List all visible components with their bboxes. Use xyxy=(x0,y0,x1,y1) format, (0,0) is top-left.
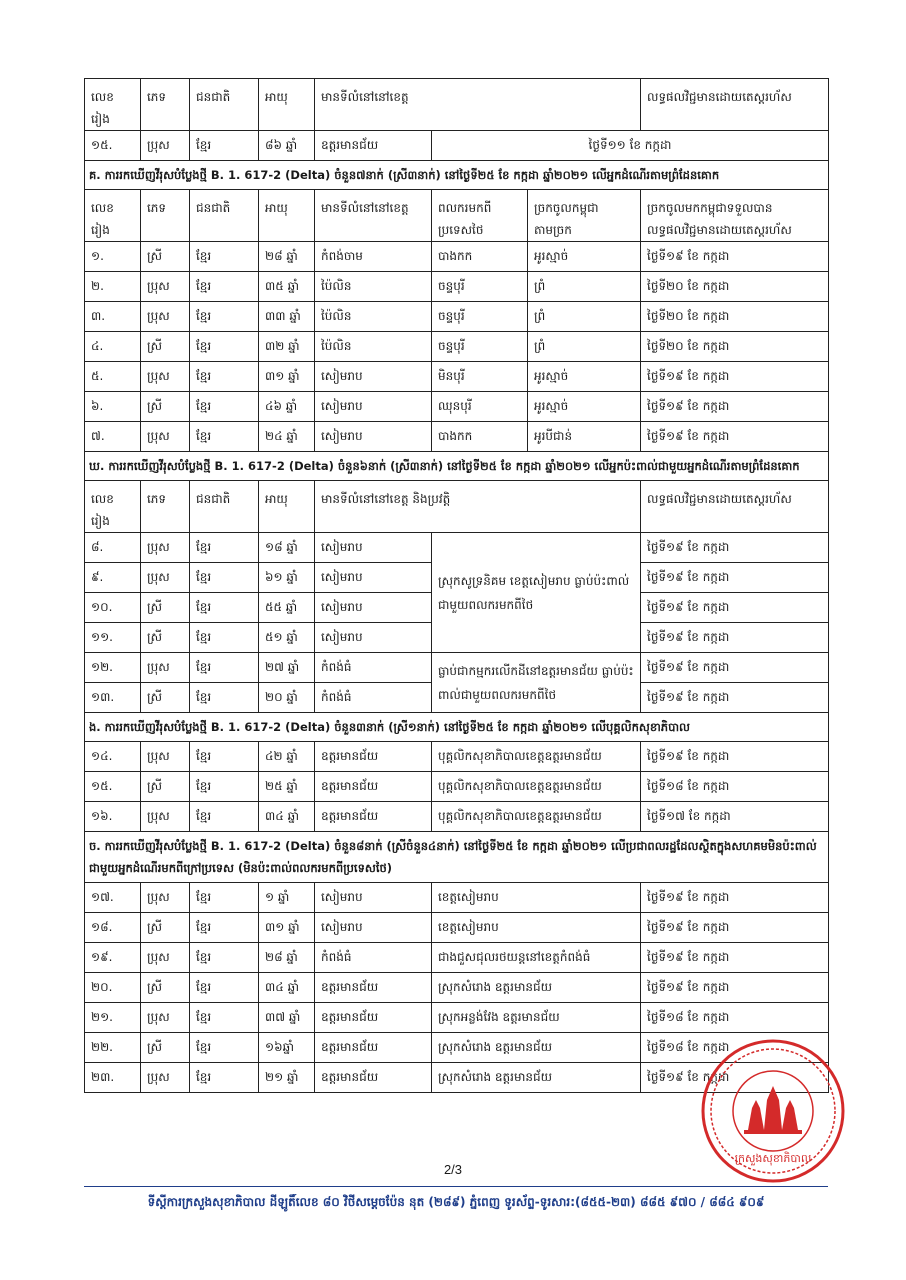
table-cell: ថ្ងៃទី២០ ខែ កក្កដា xyxy=(641,302,829,332)
table-row xyxy=(85,772,829,802)
table-cell: ប្រុស xyxy=(141,131,190,161)
table-cell: ១. xyxy=(85,242,141,272)
table-cell: ប្រុស xyxy=(141,653,190,683)
table-cell: ស្រុកសំរោង ឧត្តរមានជ័យ xyxy=(432,973,641,1003)
table-cell: ឈុនបុរី xyxy=(432,392,528,422)
table-cell: ៦. xyxy=(85,392,141,422)
table-cell: ឧត្តរមានជ័យ xyxy=(315,1033,432,1063)
table-cell: ថ្ងៃទី១៩ ខែ កក្កដា xyxy=(641,913,829,943)
column-header: ភេទ xyxy=(141,79,190,131)
table-cell: ប្រុស xyxy=(141,272,190,302)
table-cell: ថ្ងៃទី១៨ ខែ កក្កដា xyxy=(641,1033,829,1063)
table-cell: ៤. xyxy=(85,332,141,362)
table-cell: ស្រី xyxy=(141,623,190,653)
table-cell: ថ្ងៃទី១៩ ខែ កក្កដា xyxy=(641,973,829,1003)
table-cell: ប្រុស xyxy=(141,533,190,563)
table-cell: ២៨ ឆ្នាំ xyxy=(259,943,315,973)
table-cell: ២១ ឆ្នាំ xyxy=(259,1063,315,1093)
table-cell: ៨. xyxy=(85,533,141,563)
table-cell: ១៦ឆ្នាំ xyxy=(259,1033,315,1063)
page-number: 2/3 xyxy=(443,1162,463,1177)
table-cell: ថ្ងៃទី១៩ ខែ កក្កដា xyxy=(641,563,829,593)
table-cell: ថ្ងៃទី១៩ ខែ កក្កដា xyxy=(641,742,829,772)
table-cell: អូរស្មាច់ xyxy=(528,362,641,392)
table-cell: ប្រុស xyxy=(141,422,190,452)
header-row xyxy=(85,190,829,242)
table-cell: ប៉ៃលិន xyxy=(315,272,432,302)
column-header: ភេទ xyxy=(141,190,190,242)
table-cell: សៀមរាប xyxy=(315,623,432,653)
column-header: មានទីលំនៅនៅខេត្ត xyxy=(315,190,432,242)
table-cell: ខ្មែរ xyxy=(190,943,259,973)
table-cell: ១១. xyxy=(85,623,141,653)
table-row xyxy=(85,802,829,832)
table-cell: ប្រុស xyxy=(141,563,190,593)
table-cell: ២០. xyxy=(85,973,141,1003)
table-cell: ខ្មែរ xyxy=(190,913,259,943)
document-body xyxy=(84,78,828,1093)
table-cell: បុគ្គលិកសុខាភិបាលខេត្តឧត្តរមានជ័យ xyxy=(432,742,641,772)
table-cell: ឧត្តរមានជ័យ xyxy=(315,131,432,161)
table-cell: កំពង់ធំ xyxy=(315,943,432,973)
table-cell: ស្រី xyxy=(141,1033,190,1063)
table-cell: ៩. xyxy=(85,563,141,593)
table-cell: ស្រី xyxy=(141,973,190,1003)
table-cell: ប្រុស xyxy=(141,1003,190,1033)
table-cell: ខ្មែរ xyxy=(190,883,259,913)
table-cell: ១៨ ឆ្នាំ xyxy=(259,533,315,563)
table-cell: ៥. xyxy=(85,362,141,392)
table-cell: ១០. xyxy=(85,593,141,623)
table-cell: ព្រំ xyxy=(528,272,641,302)
table-cell: ២៤ ឆ្នាំ xyxy=(259,422,315,452)
table-cell: ថ្ងៃទី១៩ ខែ កក្កដា xyxy=(641,653,829,683)
table-cell: ថ្ងៃទី១៩ ខែ កក្កដា xyxy=(641,683,829,713)
table-cell: ស្រី xyxy=(141,332,190,362)
header-row xyxy=(85,79,829,131)
temple-icon xyxy=(744,1086,802,1134)
table-cell: ថ្ងៃទី១៩ ខែ កក្កដា xyxy=(641,533,829,563)
table-cell: ខ្មែរ xyxy=(190,563,259,593)
table-cell: ៣១ ឆ្នាំ xyxy=(259,913,315,943)
table-cell: ៣៣ ឆ្នាំ xyxy=(259,302,315,332)
table-cell: ស្រុកសំរោង ឧត្តរមានជ័យ xyxy=(432,1063,641,1093)
column-header: លទ្ធផលវិជ្ជមានដោយតេស្តរហ័ស xyxy=(641,481,829,533)
table-cell: ថ្ងៃទី១៩ ខែ កក្កដា xyxy=(641,593,829,623)
table-cell: ប៉ៃលិន xyxy=(315,332,432,362)
table-row xyxy=(85,973,829,1003)
section-title: គ. ការរកឃើញវីរុសបំប្លែងថ្មី B. 1. 617-2 (Delta) ចំនួន៧នាក់ (ស្រី៣នាក់) នៅថ្ងៃទី២៥ ខែ កក្កដា ឆ្នាំ២០២១ លើអ្នកដំណើរតាមព្រំដែនគោក xyxy=(85,161,829,190)
table-cell: ថ្ងៃទី១៩ ខែ កក្កដា xyxy=(641,943,829,973)
column-header: អាយុ xyxy=(259,190,315,242)
table-cell: ប្រុស xyxy=(141,943,190,973)
table-cell: ថ្ងៃទី១៩ ខែ កក្កដា xyxy=(641,422,829,452)
table-cell: ខ្មែរ xyxy=(190,973,259,1003)
history-cell: ធ្លាប់ជាកម្មករលើកដីនៅឧត្តរមានជ័យ ធ្លាប់ប៉ះពាល់ជាមួយពលករមកពីថៃ xyxy=(432,653,641,713)
table-cell: ជាងជួសជុលរថយន្តនៅខេត្តកំពង់ធំ xyxy=(432,943,641,973)
table-cell: ស្រី xyxy=(141,772,190,802)
table-cell: ប្រុស xyxy=(141,302,190,332)
table-cell: ៨៦ ឆ្នាំ xyxy=(259,131,315,161)
column-header: លេខ រៀង xyxy=(85,190,141,242)
footer-divider xyxy=(84,1186,828,1187)
column-header: លទ្ធផលវិជ្ជមានដោយតេស្តរហ័ស xyxy=(641,79,829,131)
table-cell: ខ្មែរ xyxy=(190,392,259,422)
table-cell: ឧត្តរមានជ័យ xyxy=(315,772,432,802)
table-row xyxy=(85,533,829,563)
table-cell: ៣៥ ឆ្នាំ xyxy=(259,272,315,302)
table-row xyxy=(85,913,829,943)
table-cell: ថ្ងៃទី១៧ ខែ កក្កដា xyxy=(641,802,829,832)
table-cell: ថ្ងៃទី២០ ខែ កក្កដា xyxy=(641,272,829,302)
table-cell: ឧត្តរមានជ័យ xyxy=(315,802,432,832)
table-cell: ១៩. xyxy=(85,943,141,973)
table-cell: ថ្ងៃទី១៩ ខែ កក្កដា xyxy=(641,362,829,392)
column-header: មានទីលំនៅនៅខេត្ត xyxy=(315,79,641,131)
table-cell: ១៦. xyxy=(85,802,141,832)
header-row xyxy=(85,481,829,533)
column-header: អាយុ xyxy=(259,79,315,131)
table-row xyxy=(85,272,829,302)
table-cell: ២៣. xyxy=(85,1063,141,1093)
table-cell: ខ្មែរ xyxy=(190,742,259,772)
table-cell: ១ ឆ្នាំ xyxy=(259,883,315,913)
table-row xyxy=(85,362,829,392)
table-cell: ប៉ៃលិន xyxy=(315,302,432,332)
angkor-seal-icon xyxy=(700,1038,846,1184)
table-row xyxy=(85,302,829,332)
column-header: លេខ រៀង xyxy=(85,481,141,533)
column-header: ជនជាតិ xyxy=(190,481,259,533)
table-cell: ឧត្តរមានជ័យ xyxy=(315,973,432,1003)
table-cell: ខ្មែរ xyxy=(190,1033,259,1063)
table-cell: ថ្ងៃទី១៨ ខែ កក្កដា xyxy=(641,772,829,802)
table-cell: ២៥ ឆ្នាំ xyxy=(259,772,315,802)
table-cell: បុគ្គលិកសុខាភិបាលខេត្តឧត្តរមានជ័យ xyxy=(432,802,641,832)
table-cell: ស្រី xyxy=(141,913,190,943)
table-cell: ៣. xyxy=(85,302,141,332)
section-title: ច. ការរកឃើញវីរុសបំប្លែងថ្មី B. 1. 617-2 (Delta) ចំនួន៨នាក់ (ស្រីចំនួន៤នាក់) នៅថ្ងៃទី២៥ ខែ កក្កដា ឆ្នាំ២០២១ លើប្រជាពលរដ្ឋដែលស្ថិតក្នុងសហគមមិនប៉ះពាល់ជាមួយអ្នកដំណើរមកពីក្រៅប្រទេស (មិនប៉ះពាល់ពលករមកពីប្រទេសថៃ) xyxy=(85,832,829,883)
table-cell: ១៥. xyxy=(85,772,141,802)
table-cell: ប្រុស xyxy=(141,802,190,832)
table-cell: ថ្ងៃទី១៩ ខែ កក្កដា xyxy=(641,392,829,422)
table-cell: សៀមរាប xyxy=(315,392,432,422)
table-row xyxy=(85,943,829,973)
table-cell: កំពង់ធំ xyxy=(315,653,432,683)
table-cell: ៥៥ ឆ្នាំ xyxy=(259,593,315,623)
table-cell: ៧. xyxy=(85,422,141,452)
table-cell: ខ្មែរ xyxy=(190,362,259,392)
seal-label: ក្រសួងសុខាភិបាល xyxy=(734,1152,812,1165)
table-cell: អូរស្មាច់ xyxy=(528,392,641,422)
table-cell: ៥១ ឆ្នាំ xyxy=(259,623,315,653)
table-cell: អូរស្មាច់ xyxy=(528,242,641,272)
table-cell: ខ្មែរ xyxy=(190,683,259,713)
table-cell: ខ្មែរ xyxy=(190,533,259,563)
table-row xyxy=(85,883,829,913)
cases-table xyxy=(84,78,829,1093)
table-cell: ៤២ ឆ្នាំ xyxy=(259,742,315,772)
table-cell: សៀមរាប xyxy=(315,362,432,392)
table-cell: បាងកក xyxy=(432,422,528,452)
table-cell: ២៨ ឆ្នាំ xyxy=(259,242,315,272)
table-cell: សៀមរាប xyxy=(315,913,432,943)
table-cell: ឧត្តរមានជ័យ xyxy=(315,1003,432,1033)
table-cell: សៀមរាប xyxy=(315,422,432,452)
table-cell: ថ្ងៃទី១៩ ខែ កក្កដា xyxy=(641,1063,829,1093)
table-cell: ខ្មែរ xyxy=(190,1003,259,1033)
table-cell: ព្រំ xyxy=(528,302,641,332)
table-cell: ឧត្តរមានជ័យ xyxy=(315,742,432,772)
table-cell: ១៣. xyxy=(85,683,141,713)
history-cell: ស្រុកសូទ្រនិគម ខេត្តសៀមរាប ធ្លាប់ប៉ះពាល់ជាមួយពលករមកពីថៃ xyxy=(432,533,641,653)
table-cell: សៀមរាប xyxy=(315,883,432,913)
table-cell: ៦១ ឆ្នាំ xyxy=(259,563,315,593)
section-title: ង. ការរកឃើញវីរុសបំប្លែងថ្មី B. 1. 617-2 (Delta) ចំនួន៣នាក់ (ស្រី១នាក់) នៅថ្ងៃទី២៥ ខែ កក្កដា ឆ្នាំ២០២១ លើបុគ្គលិកសុខាភិបាល xyxy=(85,713,829,742)
table-cell: ខ្មែរ xyxy=(190,772,259,802)
table-cell: ១៥. xyxy=(85,131,141,161)
column-header: ច្រកចូលកម្ពុជា តាមច្រក xyxy=(528,190,641,242)
section-heading-row xyxy=(85,161,829,190)
column-header: លេខ រៀង xyxy=(85,79,141,131)
table-cell: បុគ្គលិកសុខាភិបាលខេត្តឧត្តរមានជ័យ xyxy=(432,772,641,802)
column-header: ពលករមកពី ប្រទេសថៃ xyxy=(432,190,528,242)
footer-address: ទីស្តីការក្រសួងសុខាភិបាល ដីឡូតិ៍លេខ ៨០ វិថីសម្តេចប៉ែន នុត (២៨៩) ភ្នំពេញ ទូរស័ព្ទ-ទូរសារ:(៨៥៥-២៣) ៨៨៥ ៩៧០ / ៨៨៤ ៩០៩ xyxy=(147,1195,765,1209)
table-cell: ១២. xyxy=(85,653,141,683)
table-row xyxy=(85,422,829,452)
table-cell: ខេត្តសៀមរាប xyxy=(432,913,641,943)
table-cell: ២២. xyxy=(85,1033,141,1063)
table-cell: អូរបីជាន់ xyxy=(528,422,641,452)
table-cell: មិនបុរី xyxy=(432,362,528,392)
table-cell: ប្រុស xyxy=(141,742,190,772)
column-header: មានទីលំនៅនៅខេត្ត និងប្រវត្តិ xyxy=(315,481,641,533)
table-cell: កំពង់ចាម xyxy=(315,242,432,272)
column-header: ជនជាតិ xyxy=(190,190,259,242)
table-row xyxy=(85,742,829,772)
table-cell: ១៨. xyxy=(85,913,141,943)
table-cell: ព្រំ xyxy=(528,332,641,362)
table-cell: ខ្មែរ xyxy=(190,242,259,272)
table-cell: ថ្ងៃទី១៨ ខែ កក្កដា xyxy=(641,1003,829,1033)
table-cell: ៣៧ ឆ្នាំ xyxy=(259,1003,315,1033)
table-cell: ស្រី xyxy=(141,683,190,713)
table-cell: ២០ ឆ្នាំ xyxy=(259,683,315,713)
table-row xyxy=(85,131,829,161)
table-cell: ខ្មែរ xyxy=(190,272,259,302)
table-cell: ១៧. xyxy=(85,883,141,913)
table-cell: ចន្ទបុរី xyxy=(432,332,528,362)
table-cell: ខ្មែរ xyxy=(190,802,259,832)
column-header: អាយុ xyxy=(259,481,315,533)
table-cell: បាងកក xyxy=(432,242,528,272)
table-cell: ៣២ ឆ្នាំ xyxy=(259,332,315,362)
section-heading-row xyxy=(85,713,829,742)
table-cell: ស្រី xyxy=(141,593,190,623)
table-cell: ខ្មែរ xyxy=(190,623,259,653)
table-cell: ៣៤ ឆ្នាំ xyxy=(259,802,315,832)
table-cell: ៣៤ ឆ្នាំ xyxy=(259,973,315,1003)
table-cell: ខ្មែរ xyxy=(190,593,259,623)
table-cell: ខ្មែរ xyxy=(190,302,259,332)
table-row xyxy=(85,392,829,422)
table-cell: ២១. xyxy=(85,1003,141,1033)
table-cell: ចន្ទបុរី xyxy=(432,272,528,302)
table-cell: សៀមរាប xyxy=(315,533,432,563)
table-cell: ខេត្តសៀមរាប xyxy=(432,883,641,913)
table-row xyxy=(85,653,829,683)
table-cell: ស្រី xyxy=(141,392,190,422)
table-cell: ខ្មែរ xyxy=(190,653,259,683)
table-cell: ចន្ទបុរី xyxy=(432,302,528,332)
section-heading-row xyxy=(85,452,829,481)
section-heading-row xyxy=(85,832,829,883)
table-cell: ៤៦ ឆ្នាំ xyxy=(259,392,315,422)
table-cell: ១៤. xyxy=(85,742,141,772)
table-cell: ខ្មែរ xyxy=(190,332,259,362)
table-cell: ស្រុកសំរោង ឧត្តរមានជ័យ xyxy=(432,1033,641,1063)
table-cell: ឧត្តរមានជ័យ xyxy=(315,1063,432,1093)
table-cell: ខ្មែរ xyxy=(190,422,259,452)
table-cell: ប្រុស xyxy=(141,362,190,392)
table-cell: សៀមរាប xyxy=(315,563,432,593)
table-body xyxy=(85,79,829,1093)
table-row xyxy=(85,1003,829,1033)
table-cell: ថ្ងៃទី១៩ ខែ កក្កដា xyxy=(641,883,829,913)
table-cell: ថ្ងៃទី១៩ ខែ កក្កដា xyxy=(641,623,829,653)
table-cell: ស្រី xyxy=(141,242,190,272)
column-header: ច្រកចូលមកកម្ពុជាទទួលបាន លទ្ធផលវិជ្ជមានដោយតេស្តរហ័ស xyxy=(641,190,829,242)
section-title: ឃ. ការរកឃើញវីរុសបំប្លែងថ្មី B. 1. 617-2 (Delta) ចំនួន៦នាក់ (ស្រី៣នាក់) នៅថ្ងៃទី២៥ ខែ កក្កដា ឆ្នាំ២០២១ លើអ្នកប៉ះពាល់ជាមួយអ្នកដំណើរតាមព្រំដែនគោក xyxy=(85,452,829,481)
table-cell: ស្រុកអន្លង់វែង ឧត្តរមានជ័យ xyxy=(432,1003,641,1033)
table-row xyxy=(85,242,829,272)
table-cell: ៣១ ឆ្នាំ xyxy=(259,362,315,392)
table-cell: ២៧ ឆ្នាំ xyxy=(259,653,315,683)
table-cell: កំពង់ធំ xyxy=(315,683,432,713)
table-cell: ថ្ងៃទី១៩ ខែ កក្កដា xyxy=(641,242,829,272)
table-cell: ២. xyxy=(85,272,141,302)
table-cell: ប្រុស xyxy=(141,883,190,913)
table-cell: ថ្ងៃទី១១ ខែ កក្កដា xyxy=(432,131,829,161)
column-header: ភេទ xyxy=(141,481,190,533)
table-cell: ប្រុស xyxy=(141,1063,190,1093)
table-row xyxy=(85,332,829,362)
column-header: ជនជាតិ xyxy=(190,79,259,131)
table-cell: ខ្មែរ xyxy=(190,1063,259,1093)
table-cell: សៀមរាប xyxy=(315,593,432,623)
table-cell: ខ្មែរ xyxy=(190,131,259,161)
table-cell: ថ្ងៃទី២០ ខែ កក្កដា xyxy=(641,332,829,362)
